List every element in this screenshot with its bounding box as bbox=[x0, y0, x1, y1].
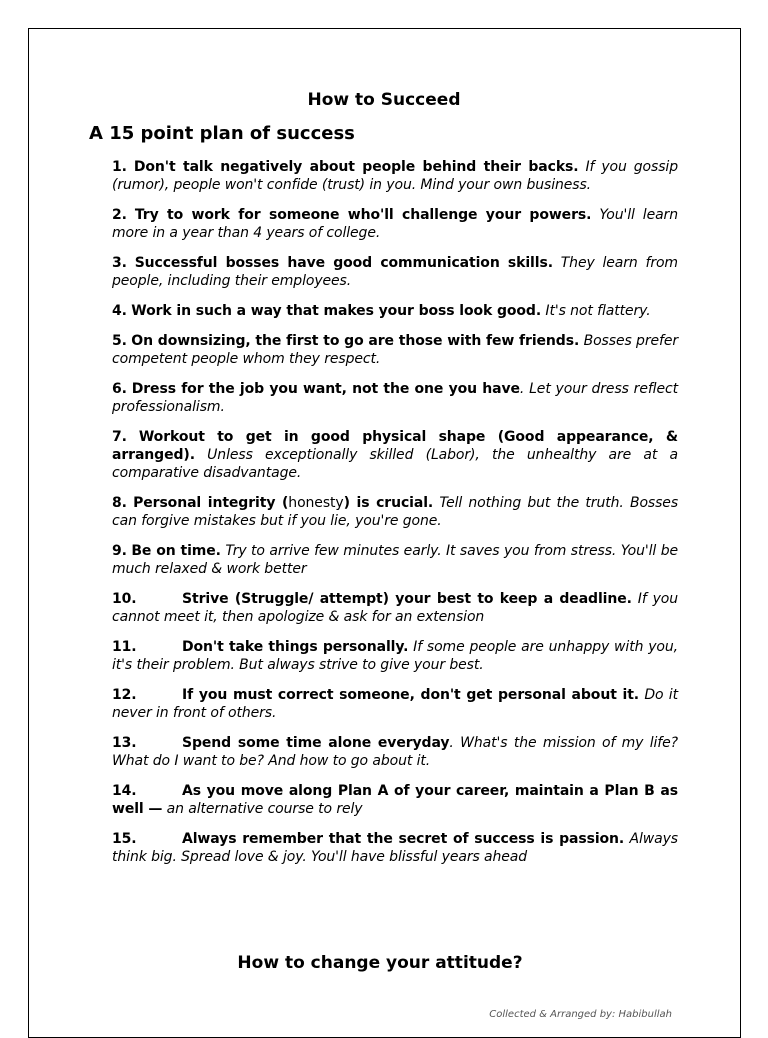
item-note: Tell nothing but the truth. Bosses can forgive mistakes but if you lie, you're gone. bbox=[112, 495, 679, 529]
item-note: If you gossip (rumor), people won't confide (trust) in you. Mind your own business. bbox=[112, 159, 678, 193]
item-lead: Workout to get in good physical shape (Good appearance, & arranged). bbox=[112, 429, 678, 463]
item-note: Always think big. Spread love & joy. You'll have blissful years ahead bbox=[112, 831, 678, 865]
item-lead: On downsizing, the first to go are those with few friends. bbox=[131, 333, 580, 349]
document-title: How to Succeed bbox=[307, 90, 461, 110]
item-note: an alternative course to rely bbox=[162, 801, 363, 817]
item-number: 6. bbox=[112, 381, 127, 397]
item-number: 3. bbox=[112, 255, 127, 271]
item-lead: As you move along Plan A of your career, maintain a Plan B as well — bbox=[112, 783, 678, 817]
item-lead: Be on time. bbox=[131, 543, 221, 559]
item-lead: Personal integrity ( bbox=[133, 495, 289, 511]
item-lead-tail: ) is crucial. bbox=[343, 495, 434, 511]
list-item bbox=[112, 206, 678, 242]
item-note: They learn from people, including their employees. bbox=[112, 255, 678, 289]
item-lead: Strive (Struggle/ attempt) your best to keep a deadline. bbox=[182, 591, 632, 607]
item-lead: Try to work for someone who'll challenge your powers. bbox=[134, 207, 592, 223]
item-note: Unless exceptionally skilled (Labor), the unhealthy are at a comparative disadvantage. bbox=[112, 447, 678, 481]
list-item bbox=[112, 332, 678, 368]
item-number: 2. bbox=[112, 207, 127, 223]
item-number: 13. bbox=[112, 735, 137, 751]
item-number: 10. bbox=[112, 591, 137, 607]
success-plan-list bbox=[112, 158, 678, 878]
list-item bbox=[112, 590, 678, 626]
list-item bbox=[112, 686, 678, 722]
footer-credit: Collected & Arranged by: Habibullah bbox=[489, 1009, 672, 1020]
item-note: If some people are unhappy with you, it's their problem. But always strive to give your best. bbox=[112, 639, 678, 673]
list-item bbox=[112, 830, 678, 866]
item-lead: Don't talk negatively about people behind their backs. bbox=[133, 159, 579, 175]
document-subtitle: A 15 point plan of success bbox=[89, 123, 355, 144]
item-note: . What's the mission of my life? What do I want to be? And how to go about it. bbox=[112, 735, 678, 769]
item-number: 5. bbox=[112, 333, 127, 349]
item-note: If you cannot meet it, then apologize & ask for an extension bbox=[112, 591, 678, 625]
item-note: . Let your dress reflect professionalism. bbox=[112, 381, 678, 415]
list-item bbox=[112, 302, 678, 320]
list-item bbox=[112, 158, 678, 194]
item-number: 11. bbox=[112, 639, 137, 655]
item-number: 4. bbox=[112, 303, 127, 319]
section-heading-attitude: How to change your attitude? bbox=[237, 953, 523, 973]
list-item bbox=[112, 542, 678, 578]
item-note: Try to arrive few minutes early. It saves you from stress. You'll be much relaxed & work better bbox=[112, 543, 678, 577]
list-item bbox=[112, 380, 678, 416]
list-item bbox=[112, 638, 678, 674]
item-note: You'll learn more in a year than 4 years of college. bbox=[112, 207, 678, 241]
item-note: It's not flattery. bbox=[541, 303, 651, 319]
item-lead: Spend some time alone everyday bbox=[182, 735, 450, 751]
item-number: 15. bbox=[112, 831, 137, 847]
item-lead: Don't take things personally. bbox=[182, 639, 409, 655]
item-lead: If you must correct someone, don't get personal about it. bbox=[182, 687, 640, 703]
item-lead: Always remember that the secret of success is passion. bbox=[182, 831, 625, 847]
list-item bbox=[112, 734, 678, 770]
item-number: 12. bbox=[112, 687, 137, 703]
item-number: 1. bbox=[112, 159, 127, 175]
item-lead: Work in such a way that makes your boss look good. bbox=[131, 303, 542, 319]
item-number: 14. bbox=[112, 783, 137, 799]
item-note: Do it never in front of others. bbox=[112, 687, 678, 721]
list-item bbox=[112, 494, 678, 530]
item-lead: Dress for the job you want, not the one you have bbox=[131, 381, 520, 397]
list-item bbox=[112, 782, 678, 818]
item-number: 7. bbox=[112, 429, 127, 445]
list-item bbox=[112, 428, 678, 482]
item-note: Bosses prefer competent people whom they respect. bbox=[112, 333, 678, 367]
item-number: 9. bbox=[112, 543, 127, 559]
list-item bbox=[112, 254, 678, 290]
item-lead-plain: honesty bbox=[288, 495, 344, 511]
item-number: 8. bbox=[112, 495, 127, 511]
item-lead: Successful bosses have good communication skills. bbox=[134, 255, 553, 271]
